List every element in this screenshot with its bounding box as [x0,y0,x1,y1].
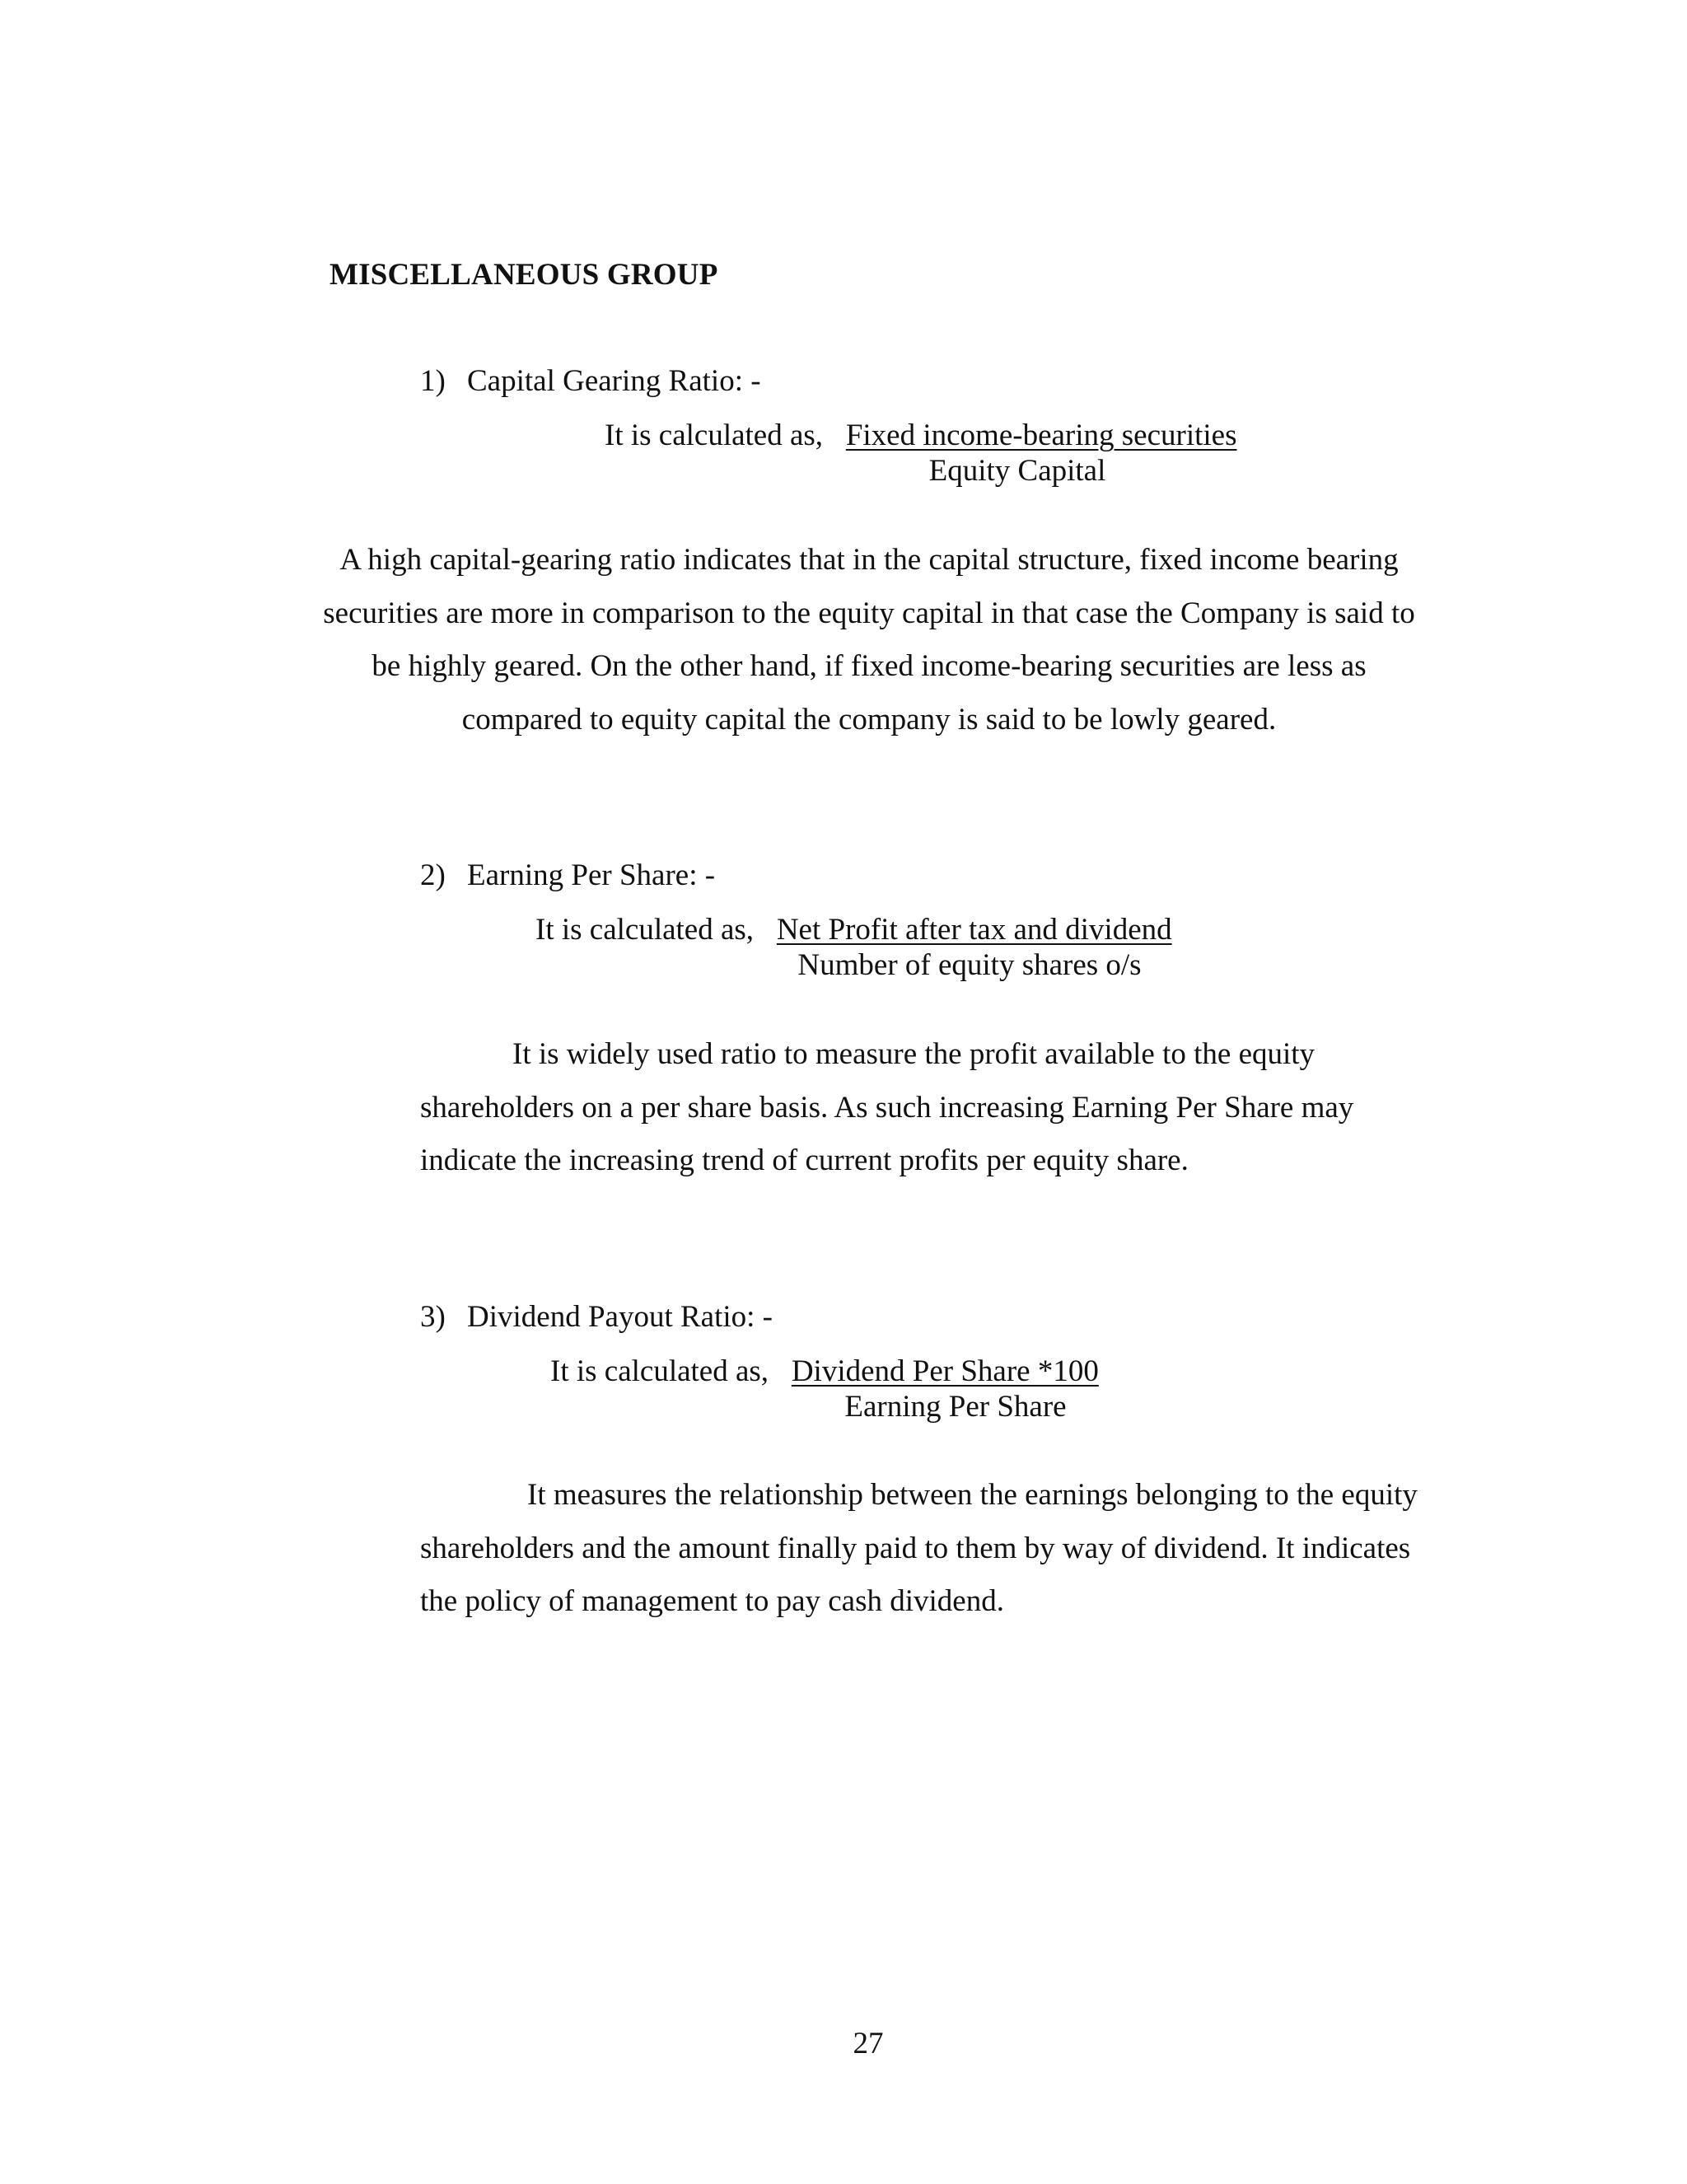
page-number: 27 [853,2027,884,2060]
item-title-text: Dividend Payout Ratio: - [467,1300,773,1334]
formula-intro: It is calculated as, [535,913,755,947]
item-title-text: Capital Gearing Ratio: - [467,364,761,398]
formula-denominator: Number of equity shares o/s [797,948,1142,982]
formula-numerator: Fixed income-bearing securities [845,419,1237,452]
paragraph-dividend-payout: It measures the relationship between the earnings belonging to the equity shareholders and the amount finally paid to them by way of dividend. It indicates the policy of management to pay cash dividend. [420,1478,1418,1618]
item-title-capital-gearing [420,363,761,399]
formula-denominator: Earning Per Share [844,1390,1067,1424]
formula-intro: It is calculated as, [550,1354,769,1388]
formula-capital-gearing [605,418,1237,453]
item-number: 3) [420,1300,446,1334]
section-heading: MISCELLANEOUS GROUP [329,258,718,292]
item-title-text: Earning Per Share: - [467,858,716,892]
item-title-dividend-payout [420,1299,773,1335]
item-number: 1) [420,364,446,398]
paragraph-earning-per-share: It is widely used ratio to measure the profit available to the equity shareholders on a per share basis. As such increasing Earning Per Share may indicate the increasing trend of current profits per equity share. [420,1037,1354,1177]
formula-earning-per-share [535,912,1172,947]
formula-numerator: Net Profit after tax and dividend [776,913,1172,947]
formula-intro: It is calculated as, [605,419,824,452]
formula-numerator: Dividend Per Share *100 [791,1354,1099,1388]
paragraph-capital-gearing: A high capital-gearing ratio indicates that in the capital structure, fixed income bearing securities are more in comparison to the equity capital in that case the Company is said to be highly geared. On the other hand, if fixed income-bearing securities are less as compared to equity capital the company is said to be lowly geared. [323,543,1415,737]
item-title-earning-per-share [420,858,715,893]
formula-dividend-payout [550,1354,1099,1389]
item-number: 2) [420,858,446,892]
formula-denominator: Equity Capital [928,454,1106,488]
